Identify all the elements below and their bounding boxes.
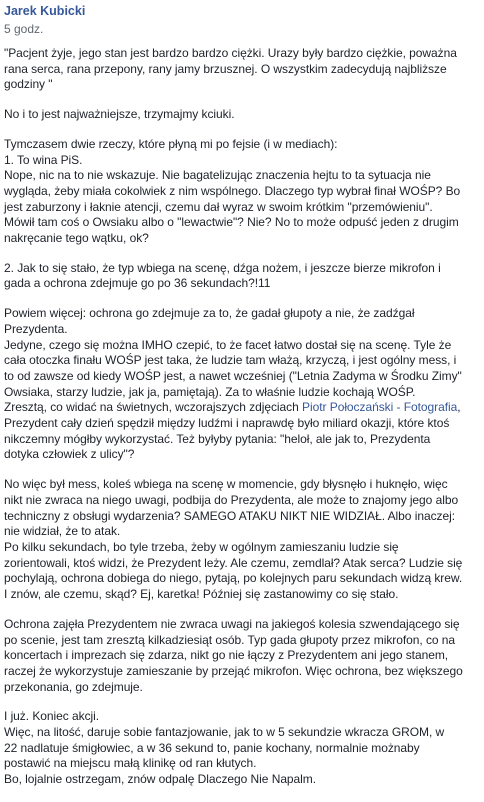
text-line: Tymczasem dwie rzeczy, które płyną mi po fejsie (i w mediach): bbox=[4, 136, 338, 151]
paragraph-7 bbox=[4, 617, 476, 696]
post-author-name[interactable]: Jarek Kubicki bbox=[4, 4, 86, 18]
text-line: nikt nie zwraca na niego uwagi, podbija do Prezydenta, ale może to znajomy jego albo bbox=[4, 492, 459, 507]
text-line: cała otoczka finału WOŚP jest taka, że ludzie tam włażą, krzyczą, i jest ogólny mess, i bbox=[4, 353, 457, 368]
text-line: rana serca, rana przepony, rany jamy brzusznej. O wszystkim zadecydują najbliższe bbox=[4, 61, 447, 76]
paragraph-5 bbox=[4, 306, 476, 463]
paragraph-2 bbox=[4, 107, 476, 123]
paragraph-4 bbox=[4, 261, 476, 292]
post-timestamp[interactable]: 5 godz. bbox=[4, 22, 44, 36]
text-line: Powiem więcej: ochrona go zdejmuje za to, że gadał głupoty a nie, że zadźgał bbox=[4, 306, 415, 321]
text-line: koncertach i imprezach się zdarza, nikt go nie łączy z Prezydentem ani jego stanem, bbox=[4, 648, 449, 663]
text-line: 22 nadlatuje śmigłowiec, a w 36 sekund to, panie kochany, normalnie możnaby bbox=[4, 740, 420, 755]
text-line: Po kilku sekundach, bo tyle trzeba, żeby w ogólnym zamieszaniu ludzie się bbox=[4, 539, 399, 554]
text-line: nie widział, że to atak. bbox=[4, 524, 121, 539]
text-line: No i to jest najważniejsze, trzymajmy kciuki. bbox=[4, 107, 235, 122]
paragraph-1 bbox=[4, 46, 476, 93]
text-line: I już. Koniec akcji. bbox=[4, 709, 100, 724]
paragraph-6 bbox=[4, 477, 476, 603]
text-line: Jedyne, czego się można IMHO czepić, to że facet łatwo dostał się na scenę. Tyle że bbox=[4, 337, 452, 352]
text-line: raczej że wykorzystuje zamieszanie by przejąć mikrofon. Więc ochrona, bez większego bbox=[4, 663, 463, 678]
text-line-with-link bbox=[4, 400, 476, 416]
link-suffix-text: , bbox=[457, 400, 461, 415]
link-prefix-text: Zresztą, co widać na świetnych, wczorajszych zdjęciach bbox=[4, 400, 303, 415]
text-line: Ochrona zajęła Prezydentem nie zwraca uwagi na jakiegoś kolesia szwendającego się bbox=[4, 616, 460, 631]
text-line: pochylają, ochrona dobiega do niego, pytają, po kolejnych paru sekundach widzą krew. bbox=[4, 571, 463, 586]
text-line: postawić na miejscu małą klinikę od ran kłutych. bbox=[4, 756, 257, 771]
text-line: godziny " bbox=[4, 77, 53, 92]
text-line: po scenie, jest tam zresztą kilkadziesiąt osób. Typ gada głupoty przez mikrofon, co na bbox=[4, 632, 456, 647]
text-line: to od zawsze od kiedy WOŚP jest, a nawet wcześniej ("Letnia Zadyma w Środku Zimy" bbox=[4, 368, 462, 383]
text-line: Owsiaka, starzy ludzie, jak ja, pamiętają). Za to właśnie ludzie kochają WOŚP. bbox=[4, 384, 416, 399]
text-line: Więc, na litość, daruje sobie fantazjowanie, jak to w 5 sekundzie wkracza GROM, w bbox=[4, 725, 445, 740]
text-line: Nope, nic na to nie wskazuje. Nie bagatelizując znaczenia hejtu to ta sytuacja nie bbox=[4, 168, 431, 183]
paragraph-8 bbox=[4, 709, 476, 788]
paragraph-3 bbox=[4, 137, 476, 247]
post-body bbox=[4, 46, 476, 802]
text-line: "Pacjent żyje, jego stan jest bardzo bardzo ciężki. Urazy były bardzo ciężkie, poważna bbox=[4, 46, 457, 60]
text-line: przekonania, go zdejmuje. bbox=[4, 679, 143, 694]
text-line: gada a ochrona zdejmuje go po 36 sekundach?!11 bbox=[4, 276, 271, 291]
text-line: dotyka człowiek z ulicy"? bbox=[4, 447, 135, 462]
text-line: Mówił tam coś o Owsiaku albo o "lewactwie"? Nie? No to może odpuść jeden z drugim bbox=[4, 215, 459, 230]
text-line: Prezydent cały dzień spędził między ludźmi i naprawdę było miliard okazji, które ktoś bbox=[4, 416, 450, 431]
page-mention-link[interactable]: Piotr Połoczański - Fotografia bbox=[302, 400, 458, 415]
text-line: No więc był mess, koleś wbiega na scenę w momencie, gdy błysnęło i huknęło, więc bbox=[4, 477, 448, 492]
text-line: jest zaburzony i łaknie atencji, czemu dał wyraz w swoim krótkim "przemówieniu". bbox=[4, 199, 433, 214]
text-line: nakręcanie tego wątku, ok? bbox=[4, 231, 149, 246]
text-line: nikczemny mógłby wykorzystać. Też byłyby pytania: "heloł, ale jak to, Prezydenta bbox=[4, 431, 431, 446]
text-line: wygląda, żeby miała cokolwiek z nim wspólnego. Dlaczego typ wybrał finał WOŚP? Bo bbox=[4, 183, 461, 198]
text-line: I znów, ale czemu, skąd? Ej, karetka! Później się zastanowimy co się stało. bbox=[4, 587, 399, 602]
text-line: Prezydenta. bbox=[4, 321, 68, 336]
text-line: zorientowali, ktoś widzi, że Prezydent leży. Ale czemu, zemdlał? Atak serca? Ludzie się bbox=[4, 555, 463, 570]
text-line: Bo, lojalnie ostrzegam, znów odpalę Dlaczego Nie Napalm. bbox=[4, 772, 317, 787]
text-line: techniczny z obsługi wydarzenia? SAMEGO ATAKU NIKT NIE WIDZIAŁ. Albo inaczej: bbox=[4, 508, 455, 523]
text-line: 2. Jak to się stało, że typ wbiega na scenę, dźga nożem, i jeszcze bierze mikrofon i bbox=[4, 260, 441, 275]
text-line: 1. To wina PiS. bbox=[4, 152, 83, 167]
